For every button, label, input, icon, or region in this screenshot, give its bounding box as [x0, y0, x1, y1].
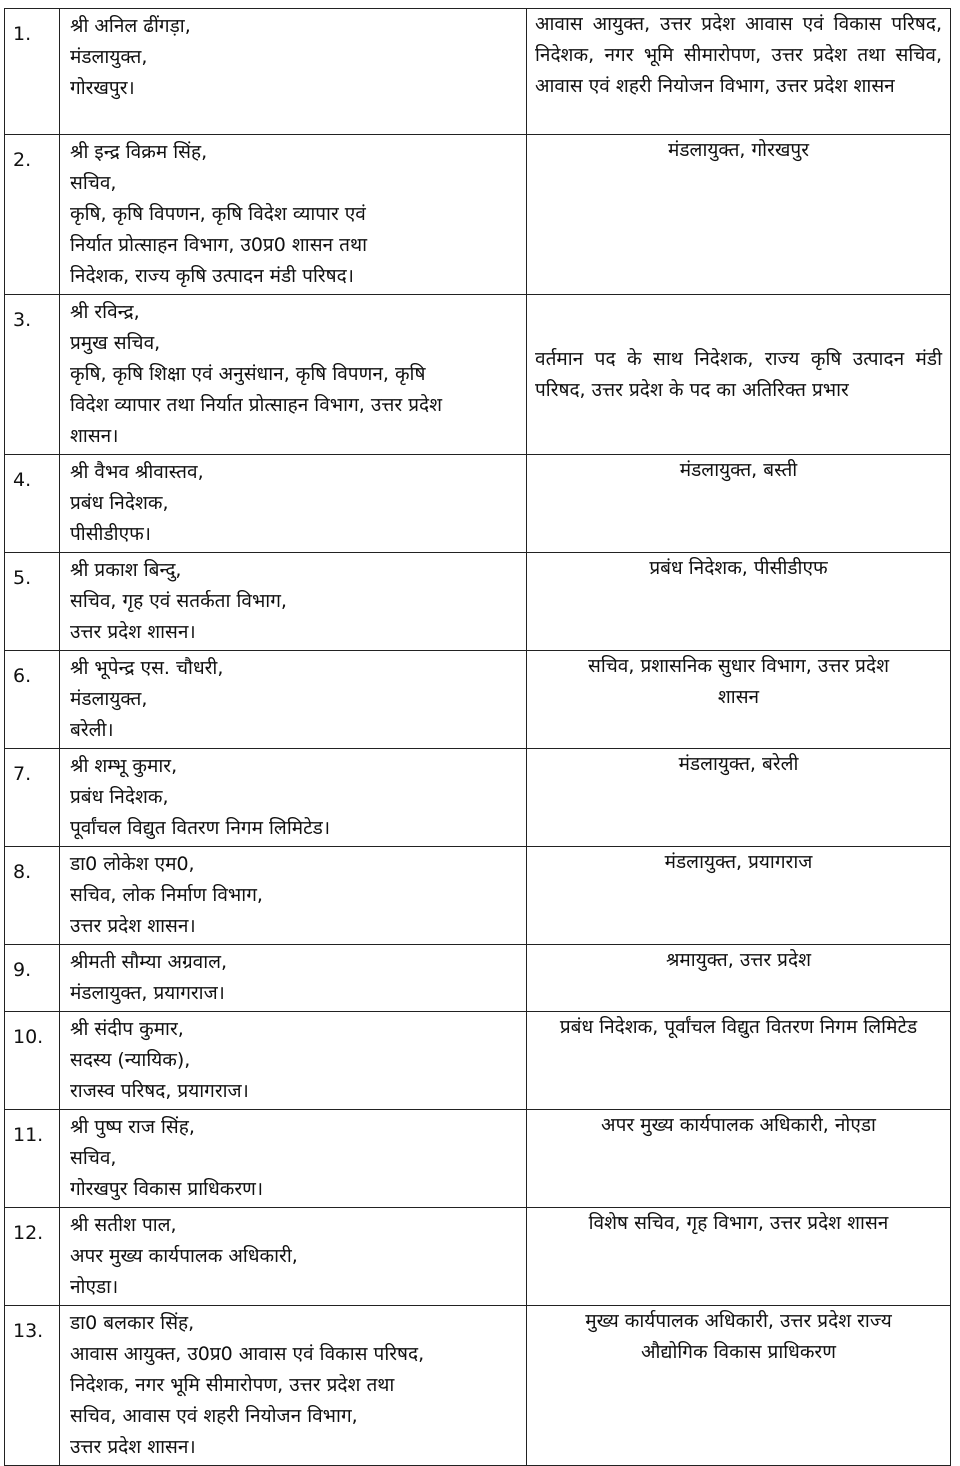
officer-line: आवास आयुक्त, उ0प्र0 आवास एवं विकास परिषद,: [70, 1343, 425, 1365]
officer-details: [60, 1110, 527, 1208]
officer-line: शासन।: [70, 425, 119, 447]
serial-number: 13.: [5, 1306, 60, 1466]
new-posting: प्रबंध निदेशक, पीसीडीएफ: [527, 553, 951, 651]
new-posting: वर्तमान पद के साथ निदेशक, राज्य कृषि उत्पादन मंडी परिषद, उत्तर प्रदेश के पद का अतिरिक्त प्रभार: [527, 295, 951, 455]
officer-line: श्री वैभव श्रीवास्तव,: [70, 461, 204, 483]
officer-line: डा0 बलकार सिंह,: [70, 1312, 195, 1334]
serial-number: 9.: [5, 945, 60, 1012]
officer-line: सचिव, आवास एवं शहरी नियोजन विभाग,: [70, 1405, 358, 1427]
table-row: [5, 455, 951, 553]
officer-line: उत्तर प्रदेश शासन।: [70, 1436, 196, 1458]
officer-details: [60, 455, 527, 553]
table-row: [5, 295, 951, 455]
officer-line: अपर मुख्य कार्यपालक अधिकारी,: [70, 1245, 298, 1267]
officer-line: राजस्व परिषद, प्रयागराज।: [70, 1080, 249, 1102]
serial-number: 1.: [5, 9, 60, 135]
serial-number: 6.: [5, 651, 60, 749]
table-row: [5, 847, 951, 945]
officer-line: प्रबंध निदेशक,: [70, 786, 169, 808]
officer-line: श्रीमती सौम्या अग्रवाल,: [70, 951, 228, 973]
officer-details: [60, 1208, 527, 1306]
new-posting: मंडलायुक्त, प्रयागराज: [527, 847, 951, 945]
new-posting: मंडलायुक्त, बस्ती: [527, 455, 951, 553]
serial-number: 3.: [5, 295, 60, 455]
transfer-list-table: [4, 8, 951, 1466]
officer-line: मंडलायुक्त,: [70, 46, 148, 68]
officer-line: श्री इन्द्र विक्रम सिंह,: [70, 141, 208, 163]
officer-line: कृषि, कृषि विपणन, कृषि विदेश व्यापार एवं: [70, 203, 366, 225]
officer-details: [60, 847, 527, 945]
table-row: [5, 1208, 951, 1306]
officer-line: निर्यात प्रोत्साहन विभाग, उ0प्र0 शासन तथा: [70, 234, 368, 256]
new-posting: अपर मुख्य कार्यपालक अधिकारी, नोएडा: [527, 1110, 951, 1208]
officer-line: उत्तर प्रदेश शासन।: [70, 915, 196, 937]
serial-number: 12.: [5, 1208, 60, 1306]
officer-line: प्रमुख सचिव,: [70, 332, 161, 354]
officer-line: सदस्य (न्यायिक),: [70, 1049, 191, 1071]
table-row: [5, 945, 951, 1012]
table-row: [5, 1012, 951, 1110]
officer-line: निदेशक, राज्य कृषि उत्पादन मंडी परिषद।: [70, 265, 354, 287]
officer-line: श्री भूपेन्द्र एस. चौधरी,: [70, 657, 224, 679]
officer-line: श्री पुष्प राज सिंह,: [70, 1116, 195, 1138]
table-row: [5, 651, 951, 749]
officer-line: डा0 लोकेश एम0,: [70, 853, 195, 875]
officer-line: श्री अनिल ढींगड़ा,: [70, 15, 191, 37]
officer-line: सचिव, गृह एवं सतर्कता विभाग,: [70, 590, 287, 612]
officer-line: नोएडा।: [70, 1276, 119, 1298]
serial-number: 7.: [5, 749, 60, 847]
officer-line: गोरखपुर।: [70, 77, 135, 99]
new-posting: प्रबंध निदेशक, पूर्वांचल विद्युत वितरण निगम लिमिटेड: [527, 1012, 951, 1110]
officer-line: श्री प्रकाश बिन्दु,: [70, 559, 182, 581]
officer-line: श्री शम्भू कुमार,: [70, 755, 178, 777]
serial-number: 8.: [5, 847, 60, 945]
officer-line: श्री संदीप कुमार,: [70, 1018, 184, 1040]
serial-number: 2.: [5, 135, 60, 295]
officer-line: प्रबंध निदेशक,: [70, 492, 169, 514]
officer-line: उत्तर प्रदेश शासन।: [70, 621, 196, 643]
officer-details: [60, 135, 527, 295]
officer-line: सचिव,: [70, 1147, 117, 1169]
new-posting: विशेष सचिव, गृह विभाग, उत्तर प्रदेश शासन: [527, 1208, 951, 1306]
table-row: [5, 749, 951, 847]
officer-details: [60, 945, 527, 1012]
officer-line: बरेली।: [70, 719, 114, 741]
serial-number: 5.: [5, 553, 60, 651]
serial-number: 10.: [5, 1012, 60, 1110]
new-posting: मंडलायुक्त, बरेली: [527, 749, 951, 847]
table-row: [5, 9, 951, 135]
officer-details: [60, 1306, 527, 1466]
officer-details: [60, 553, 527, 651]
table-row: [5, 553, 951, 651]
officer-details: [60, 651, 527, 749]
officer-details: [60, 749, 527, 847]
new-posting: मंडलायुक्त, गोरखपुर: [527, 135, 951, 295]
officer-line: श्री रविन्द्र,: [70, 301, 140, 323]
new-posting: सचिव, प्रशासनिक सुधार विभाग, उत्तर प्रदेश शासन: [527, 651, 951, 749]
officer-details: [60, 1012, 527, 1110]
officer-details: [60, 295, 527, 455]
officer-line: मंडलायुक्त,: [70, 688, 148, 710]
officer-line: पीसीडीएफ।: [70, 523, 151, 545]
table-row: [5, 135, 951, 295]
new-posting: आवास आयुक्त, उत्तर प्रदेश आवास एवं विकास परिषद, निदेशक, नगर भूमि सीमारोपण, उत्तर प्रदेश तथा सचिव, आवास एवं शहरी नियोजन विभाग, उत्तर प्रदेश शासन: [527, 9, 951, 135]
officer-line: श्री सतीश पाल,: [70, 1214, 177, 1236]
officer-line: सचिव,: [70, 172, 117, 194]
table-row: [5, 1306, 951, 1466]
serial-number: 4.: [5, 455, 60, 553]
new-posting: श्रमायुक्त, उत्तर प्रदेश: [527, 945, 951, 1012]
officer-details: [60, 9, 527, 135]
officer-line: गोरखपुर विकास प्राधिकरण।: [70, 1178, 264, 1200]
table-row: [5, 1110, 951, 1208]
officer-line: सचिव, लोक निर्माण विभाग,: [70, 884, 263, 906]
serial-number: 11.: [5, 1110, 60, 1208]
officer-line: पूर्वांचल विद्युत वितरण निगम लिमिटेड।: [70, 817, 331, 839]
officer-line: निदेशक, नगर भूमि सीमारोपण, उत्तर प्रदेश तथा: [70, 1374, 395, 1396]
officer-line: कृषि, कृषि शिक्षा एवं अनुसंधान, कृषि विपणन, कृषि: [70, 363, 426, 385]
officer-line: विदेश व्यापार तथा निर्यात प्रोत्साहन विभाग, उत्तर प्रदेश: [70, 394, 443, 416]
new-posting: मुख्य कार्यपालक अधिकारी, उत्तर प्रदेश राज्य औद्योगिक विकास प्राधिकरण: [527, 1306, 951, 1466]
officer-line: मंडलायुक्त, प्रयागराज।: [70, 982, 225, 1004]
